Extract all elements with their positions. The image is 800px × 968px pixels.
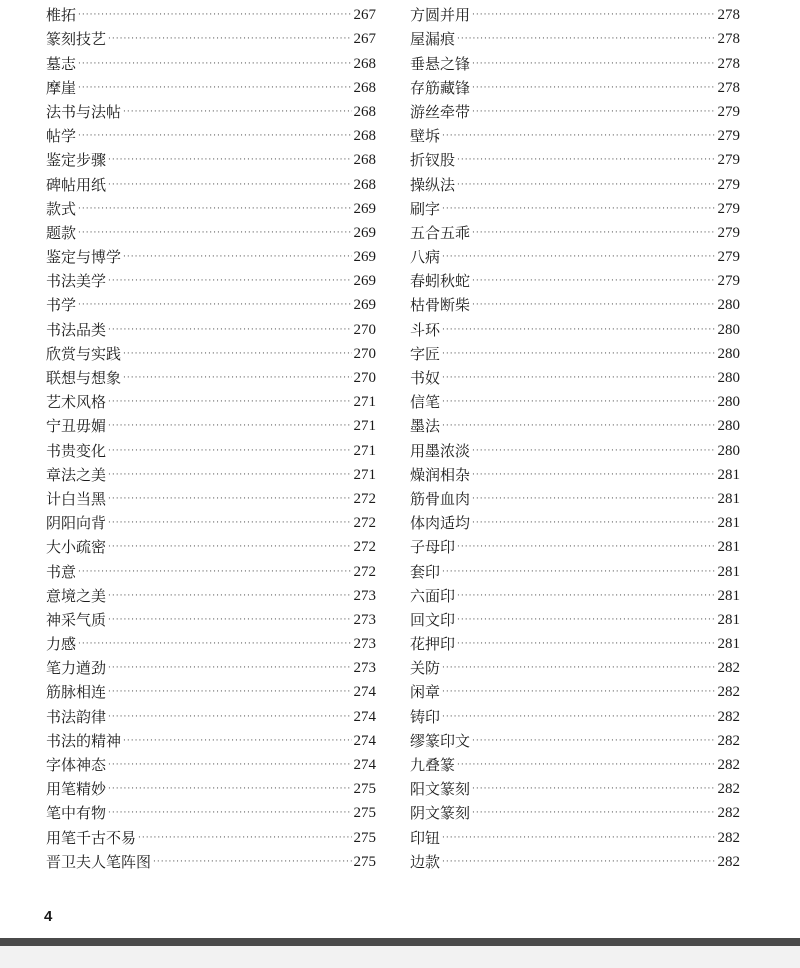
toc-entry-term: 法书与法帖	[46, 102, 122, 121]
dot-leader	[442, 205, 715, 214]
toc-entry-page: 280	[717, 345, 740, 362]
dot-leader	[472, 471, 715, 480]
toc-entry	[46, 24, 376, 48]
toc-entry	[46, 532, 376, 556]
toc-entry	[46, 701, 376, 725]
toc-entry-page: 282	[717, 660, 740, 677]
toc-entry-term: 帖学	[46, 127, 77, 146]
toc-entry	[410, 218, 740, 242]
dot-leader	[108, 688, 351, 697]
toc-entry	[46, 484, 376, 508]
toc-entry	[46, 218, 376, 242]
toc-entry	[410, 0, 740, 24]
toc-entry	[46, 460, 376, 484]
dot-leader	[442, 568, 715, 577]
dot-leader	[108, 398, 351, 407]
dot-leader	[442, 858, 715, 867]
toc-entry-page: 274	[353, 708, 376, 725]
toc-entry	[410, 194, 740, 218]
toc-entry-page: 272	[353, 515, 376, 532]
dot-leader	[108, 616, 351, 625]
toc-entry-page: 268	[353, 128, 376, 145]
dot-leader	[442, 350, 715, 359]
toc-entry	[410, 847, 740, 871]
toc-entry-page: 272	[353, 539, 376, 556]
toc-entry	[410, 97, 740, 121]
dot-leader	[457, 181, 715, 190]
toc-entry-term: 墓志	[46, 54, 77, 73]
toc-entry-term: 斗环	[410, 320, 441, 339]
dot-leader	[457, 156, 715, 165]
toc-entry	[46, 508, 376, 532]
toc-entry-page: 269	[353, 297, 376, 314]
toc-entry-term: 用笔精妙	[46, 780, 107, 799]
bottom-margin	[0, 946, 800, 968]
dot-leader	[472, 84, 715, 93]
toc-entry-term: 枯骨断柴	[410, 296, 471, 315]
toc-entry	[410, 556, 740, 580]
toc-entry-page: 281	[717, 636, 740, 653]
toc-entry-term: 书法的精神	[46, 731, 122, 750]
dot-leader	[472, 785, 715, 794]
toc-entry-term: 印钮	[410, 828, 441, 847]
toc-entry	[46, 194, 376, 218]
toc-entry	[410, 48, 740, 72]
toc-entry-term: 欣赏与实践	[46, 344, 122, 363]
toc-entry-term: 书学	[46, 296, 77, 315]
toc-entry-term: 艺术风格	[46, 393, 107, 412]
toc-entry	[410, 532, 740, 556]
toc-entry-term: 存筋藏锋	[410, 78, 471, 97]
toc-entry-page: 282	[717, 781, 740, 798]
toc-entry-term: 屋漏痕	[410, 30, 456, 49]
toc-entry-page: 275	[353, 805, 376, 822]
toc-entry	[46, 169, 376, 193]
toc-entry-page: 271	[353, 466, 376, 483]
dot-leader	[472, 277, 715, 286]
toc-entry-term: 九叠篆	[410, 756, 456, 774]
dot-leader	[153, 858, 351, 867]
toc-entry	[46, 847, 376, 871]
toc-entry-term: 字体神态	[46, 756, 107, 774]
toc-entry	[410, 339, 740, 363]
toc-entry-term: 缪篆印文	[410, 731, 471, 750]
toc-entry	[46, 581, 376, 605]
toc-entry-term: 游丝牵带	[410, 102, 471, 121]
toc-entry-page: 279	[717, 273, 740, 290]
dot-leader	[78, 132, 351, 141]
toc-entry	[410, 629, 740, 653]
dot-leader	[108, 156, 351, 165]
toc-entry-term: 用笔千古不易	[46, 828, 137, 847]
dot-leader	[108, 543, 351, 552]
toc-entry-term: 体肉适均	[410, 514, 471, 533]
toc-entry-term: 摩崖	[46, 78, 77, 97]
dot-leader	[457, 543, 715, 552]
toc-entry	[410, 121, 740, 145]
toc-entry-term: 墨法	[410, 417, 441, 436]
toc-entry-page: 269	[353, 224, 376, 241]
toc-entry-page: 272	[353, 563, 376, 580]
toc-entry-page: 274	[353, 684, 376, 701]
dot-leader	[108, 495, 351, 504]
toc-entry-page: 270	[353, 321, 376, 338]
toc-entry	[46, 677, 376, 701]
dot-leader	[472, 11, 715, 20]
toc-entry	[410, 387, 740, 411]
toc-entry	[46, 121, 376, 145]
toc-entry-page: 281	[717, 539, 740, 556]
toc-entry-term: 题款	[46, 223, 77, 242]
toc-entry-term: 燥润相杂	[410, 465, 471, 484]
toc-entry-page: 278	[717, 31, 740, 48]
dot-leader	[108, 35, 351, 44]
toc-entry	[410, 435, 740, 459]
toc-entry-term: 筋脉相连	[46, 683, 107, 702]
toc-entry-term: 刷字	[410, 199, 441, 218]
dot-leader	[138, 834, 351, 843]
toc-entry-term: 操纵法	[410, 175, 456, 194]
toc-entry-page: 280	[717, 442, 740, 459]
dot-leader	[457, 616, 715, 625]
toc-entry-page: 281	[717, 611, 740, 628]
toc-entry	[410, 798, 740, 822]
dot-leader	[108, 471, 351, 480]
toc-entry-page: 281	[717, 587, 740, 604]
toc-entry-term: 书法品类	[46, 320, 107, 339]
toc-entry-page: 282	[717, 853, 740, 870]
dot-leader	[78, 11, 351, 20]
dot-leader	[108, 785, 351, 794]
toc-entry	[410, 314, 740, 338]
dot-leader	[442, 422, 715, 431]
toc-entry-term: 书法美学	[46, 272, 107, 291]
toc-entry	[410, 242, 740, 266]
toc-entry-term: 书法韵律	[46, 707, 107, 726]
dot-leader	[78, 640, 351, 649]
toc-entry-page: 279	[717, 152, 740, 169]
toc-entry-page: 267	[353, 31, 376, 48]
toc-entry	[410, 290, 740, 314]
toc-entry-term: 五合五乖	[410, 223, 471, 242]
toc-left-column	[46, 0, 376, 871]
toc-entry-page: 267	[353, 7, 376, 24]
toc-entry	[410, 484, 740, 508]
toc-entry-term: 套印	[410, 562, 441, 581]
toc-entry-page: 268	[353, 152, 376, 169]
toc-entry-term: 晋卫夫人笔阵图	[46, 852, 152, 871]
dot-leader	[472, 60, 715, 69]
toc-entry-page: 282	[717, 757, 740, 773]
toc-entry-page: 282	[717, 805, 740, 822]
toc-entry-term: 椎拓	[46, 6, 77, 25]
toc-entry-page: 282	[717, 829, 740, 846]
dot-leader	[108, 181, 351, 190]
dot-leader	[472, 447, 715, 456]
toc-entry-page: 273	[353, 587, 376, 604]
dot-leader	[442, 132, 715, 141]
toc-entry	[46, 73, 376, 97]
toc-entry-page: 272	[353, 490, 376, 507]
toc-entry	[46, 726, 376, 750]
toc-entry-page: 281	[717, 466, 740, 483]
toc-entry-page: 268	[353, 55, 376, 72]
toc-entry-term: 神采气质	[46, 610, 107, 629]
dot-leader	[108, 277, 351, 286]
toc-entry-term: 信笔	[410, 393, 441, 412]
dot-leader	[108, 761, 351, 770]
dot-leader	[442, 326, 715, 335]
toc-entry	[410, 73, 740, 97]
toc-entry	[410, 774, 740, 798]
toc-entry-term: 篆刻技艺	[46, 30, 107, 49]
toc-entry-page: 279	[717, 128, 740, 145]
toc-entry-page: 275	[353, 853, 376, 870]
toc-entry	[410, 460, 740, 484]
toc-entry-term: 鉴定与博学	[46, 248, 122, 267]
toc-entry	[46, 363, 376, 387]
toc-entry-term: 阳文篆刻	[410, 780, 471, 799]
toc-right-column	[410, 0, 740, 871]
toc-entry-term: 筋骨血肉	[410, 489, 471, 508]
dot-leader	[78, 84, 351, 93]
toc-entry-term: 力感	[46, 635, 77, 654]
dot-leader	[108, 809, 351, 818]
toc-entry-page: 278	[717, 7, 740, 24]
dot-leader	[108, 326, 351, 335]
toc-entry-page: 269	[353, 200, 376, 217]
toc-entry-page: 271	[353, 418, 376, 435]
toc-entry-term: 八病	[410, 248, 441, 267]
toc-entry-term: 笔力遒劲	[46, 659, 107, 678]
dot-leader	[108, 664, 351, 673]
toc-entry-term: 字匠	[410, 344, 441, 363]
toc-entry-page: 279	[717, 224, 740, 241]
toc-entry	[410, 701, 740, 725]
dot-leader	[472, 229, 715, 238]
toc-entry-page: 268	[353, 103, 376, 120]
toc-entry	[46, 556, 376, 580]
dot-leader	[457, 640, 715, 649]
toc-entry	[46, 0, 376, 24]
dot-leader	[457, 592, 715, 601]
toc-entry-page: 274	[353, 732, 376, 749]
toc-entry	[46, 145, 376, 169]
toc-entry-page: 279	[717, 249, 740, 266]
toc-entry	[410, 605, 740, 629]
toc-entry-page: 275	[353, 781, 376, 798]
toc-entry-term: 大小疏密	[46, 538, 107, 557]
toc-entry	[410, 411, 740, 435]
toc-entry	[46, 266, 376, 290]
toc-entry-term: 联想与想象	[46, 369, 122, 387]
toc-entry-page: 278	[717, 55, 740, 72]
toc-entry	[410, 363, 740, 387]
toc-entry-term: 书意	[46, 562, 77, 581]
toc-entry-term: 意境之美	[46, 586, 107, 605]
toc-entry-term: 六面印	[410, 586, 456, 605]
toc-entry-page: 280	[717, 418, 740, 435]
toc-entry	[410, 169, 740, 193]
toc-entry-term: 用墨浓淡	[410, 441, 471, 460]
toc-entry-term: 壁坼	[410, 127, 441, 146]
toc-entry	[410, 822, 740, 846]
toc-entry	[46, 629, 376, 653]
toc-entry-page: 271	[353, 442, 376, 459]
dot-leader	[108, 592, 351, 601]
toc-entry	[46, 798, 376, 822]
dot-leader	[472, 737, 715, 746]
toc-entry	[410, 581, 740, 605]
toc-entry-term: 闲章	[410, 683, 441, 702]
dot-leader	[442, 253, 715, 262]
toc-entry-term: 阴文篆刻	[410, 804, 471, 823]
toc-entry	[46, 314, 376, 338]
dot-leader	[442, 398, 715, 407]
toc-entry-page: 282	[717, 708, 740, 725]
toc-entry-term: 方圆并用	[410, 6, 471, 25]
toc-entry	[410, 653, 740, 677]
toc-entry-page: 274	[353, 757, 376, 773]
toc-entry	[410, 677, 740, 701]
toc-entry-page: 275	[353, 829, 376, 846]
dot-leader	[442, 713, 715, 722]
dot-leader	[123, 737, 351, 746]
toc-entry-term: 边款	[410, 852, 441, 871]
toc-entry	[410, 750, 740, 774]
dot-leader	[472, 519, 715, 528]
toc-entry	[46, 411, 376, 435]
toc-entry	[410, 24, 740, 48]
toc-entry-term: 书贵变化	[46, 441, 107, 460]
toc-entry-page: 281	[717, 490, 740, 507]
toc-entry-term: 碑帖用纸	[46, 175, 107, 194]
toc-entry	[46, 653, 376, 677]
toc-entry-term: 折钗股	[410, 151, 456, 170]
dot-leader	[78, 205, 351, 214]
dot-leader	[78, 60, 351, 69]
dot-leader	[78, 229, 351, 238]
toc-entry-term: 关防	[410, 659, 441, 678]
toc-entry	[46, 339, 376, 363]
dot-leader	[123, 350, 351, 359]
dot-leader	[108, 519, 351, 528]
dot-leader	[472, 301, 715, 310]
toc-entry	[410, 145, 740, 169]
toc-entry	[46, 605, 376, 629]
toc-entry	[46, 435, 376, 459]
toc-entry	[46, 97, 376, 121]
toc-entry-page: 279	[717, 200, 740, 217]
toc-entry	[46, 242, 376, 266]
toc-entry-page: 273	[353, 611, 376, 628]
toc-entry-term: 书奴	[410, 369, 441, 387]
dot-leader	[442, 664, 715, 673]
toc-entry-page: 279	[717, 103, 740, 120]
toc-entry-page: 273	[353, 636, 376, 653]
toc-entry-page: 269	[353, 273, 376, 290]
toc-entry-page: 280	[717, 370, 740, 386]
toc-entry	[46, 822, 376, 846]
toc-entry-term: 春蚓秋蛇	[410, 272, 471, 291]
dot-leader	[108, 713, 351, 722]
toc-entry-page: 280	[717, 297, 740, 314]
dot-leader	[442, 834, 715, 843]
toc-entry-page: 268	[353, 79, 376, 96]
toc-entry-page: 280	[717, 394, 740, 411]
toc-entry-term: 子母印	[410, 538, 456, 557]
toc-entry-page: 268	[353, 176, 376, 193]
toc-entry-page: 270	[353, 345, 376, 362]
toc-entry-term: 章法之美	[46, 465, 107, 484]
page-number: 4	[44, 908, 53, 925]
toc-entry	[46, 387, 376, 411]
toc-entry-term: 款式	[46, 199, 77, 218]
toc-entry-term: 笔中有物	[46, 804, 107, 823]
dot-leader	[457, 761, 715, 770]
dot-leader	[457, 35, 715, 44]
dot-leader	[78, 568, 351, 577]
toc-entry	[46, 774, 376, 798]
toc-entry-page: 269	[353, 249, 376, 266]
dot-leader	[123, 253, 351, 262]
toc-entry	[46, 290, 376, 314]
toc-entry-term: 铸印	[410, 707, 441, 726]
dot-leader	[123, 108, 351, 117]
toc-entry-page: 282	[717, 732, 740, 749]
toc-entry-term: 计白当黑	[46, 489, 107, 508]
dot-leader	[472, 809, 715, 818]
toc-entry-page: 271	[353, 394, 376, 411]
toc-entry-page: 278	[717, 79, 740, 96]
toc-entry-term: 花押印	[410, 635, 456, 654]
dot-leader	[123, 374, 351, 383]
toc-entry-page: 281	[717, 515, 740, 532]
dot-leader	[472, 495, 715, 504]
toc-entry-term: 回文印	[410, 610, 456, 629]
toc-entry-page: 279	[717, 176, 740, 193]
toc-entry-page: 282	[717, 684, 740, 701]
toc-entry	[410, 726, 740, 750]
bottom-rule	[0, 938, 800, 946]
dot-leader	[442, 688, 715, 697]
toc-entry-term: 宁丑毋媚	[46, 417, 107, 436]
toc-entry-page: 270	[353, 370, 376, 386]
toc-entry-term: 鉴定步骤	[46, 151, 107, 170]
toc-entry-term: 垂悬之锋	[410, 54, 471, 73]
toc-entry	[410, 266, 740, 290]
dot-leader	[442, 374, 715, 383]
toc-entry	[46, 48, 376, 72]
toc-entry	[410, 508, 740, 532]
dot-leader	[108, 422, 351, 431]
toc-entry-page: 273	[353, 660, 376, 677]
toc-entry-page: 280	[717, 321, 740, 338]
dot-leader	[108, 447, 351, 456]
toc-entry-page: 281	[717, 563, 740, 580]
toc-entry	[46, 750, 376, 774]
dot-leader	[78, 301, 351, 310]
dot-leader	[472, 108, 715, 117]
toc-entry-term: 阴阳向背	[46, 514, 107, 533]
